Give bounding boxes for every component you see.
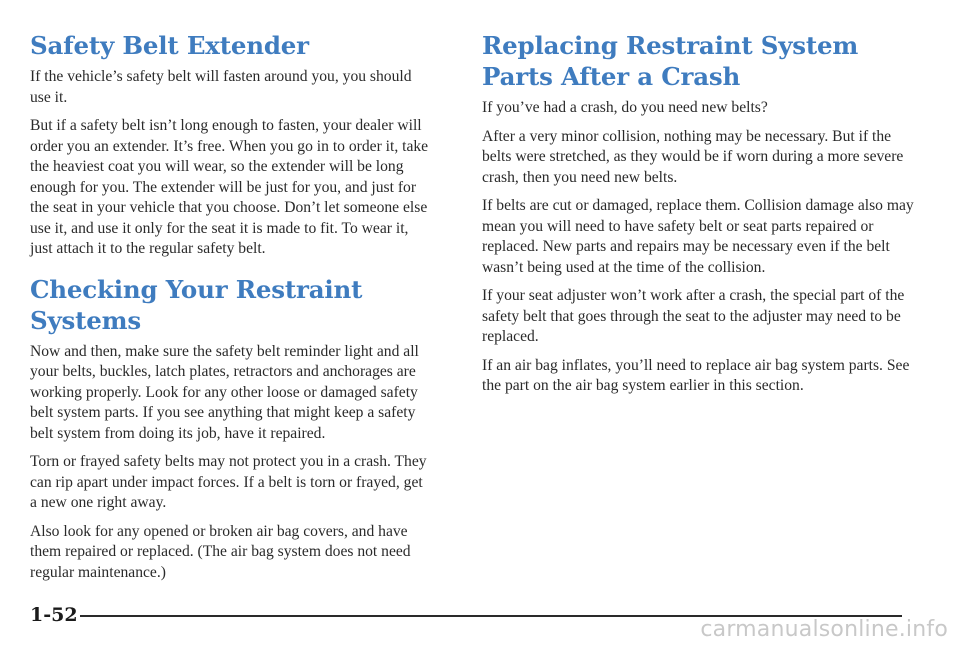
paragraph: But if a safety belt isn’t long enough to fasten, your dealer will order you an extender. It’s free. When you go in to order it, take the heaviest coat you will wear, so the extender will be long enough for you. The extender will be just for you, and just for the seat in your vehicle that you choose. Don’t let someone else use it, and use it only for the seat it is made to fit. To wear it, just attach it to the regular safety belt. [30,117,429,257]
paragraph: Also look for any opened or broken air bag covers, and have them repaired or replaced. (The air bag system does not need regular maintenance.) [30,522,411,581]
right-column [482,30,914,405]
paragraph: Now and then, make sure the safety belt reminder light and all your belts, buckles, latch plates, retractors and anchorages are working properly. Look for any other loose or damaged safety belt system parts. If you see anything that might keep a safety belt system from doing its job, have it repaired. [30,342,419,442]
paragraph: Torn or frayed safety belts may not protect you in a crash. They can rip apart under impact forces. If a belt is torn or frayed, get a new one right away. [30,453,427,511]
paragraph: If an air bag inflates, you’ll need to replace air bag system parts. See the part on the air bag system earlier in this section. [482,356,910,394]
paragraph: After a very minor collision, nothing may be necessary. But if the belts were stretched, as they would be if worn during a more severe crash, then you need new belts. [482,127,904,186]
left-column [30,30,430,591]
paragraph: If you’ve had a crash, do you need new belts? [482,99,768,116]
heading-replacing-parts: Replacing Restraint System Parts After a Crash [482,31,859,91]
paragraph: If the vehicle’s safety belt will fasten around you, you should use it. [30,68,412,106]
heading-safety-belt-extender: Safety Belt Extender [30,31,309,60]
watermark: carmanualsonline.info [700,617,948,642]
page-number: 1-52 [30,604,78,626]
heading-checking-restraint-systems: Checking Your Restraint Systems [30,274,363,335]
paragraph: If your seat adjuster won’t work after a crash, the special part of the safety belt that goes through the seat to the adjuster may need to be replaced. [482,287,905,345]
paragraph: If belts are cut or damaged, replace them. Collision damage also may mean you will need to have safety belt or seat parts repaired or replaced. New parts and repairs may be necessary even if the belt wasn’t being used at the time of the collision. [482,197,914,276]
